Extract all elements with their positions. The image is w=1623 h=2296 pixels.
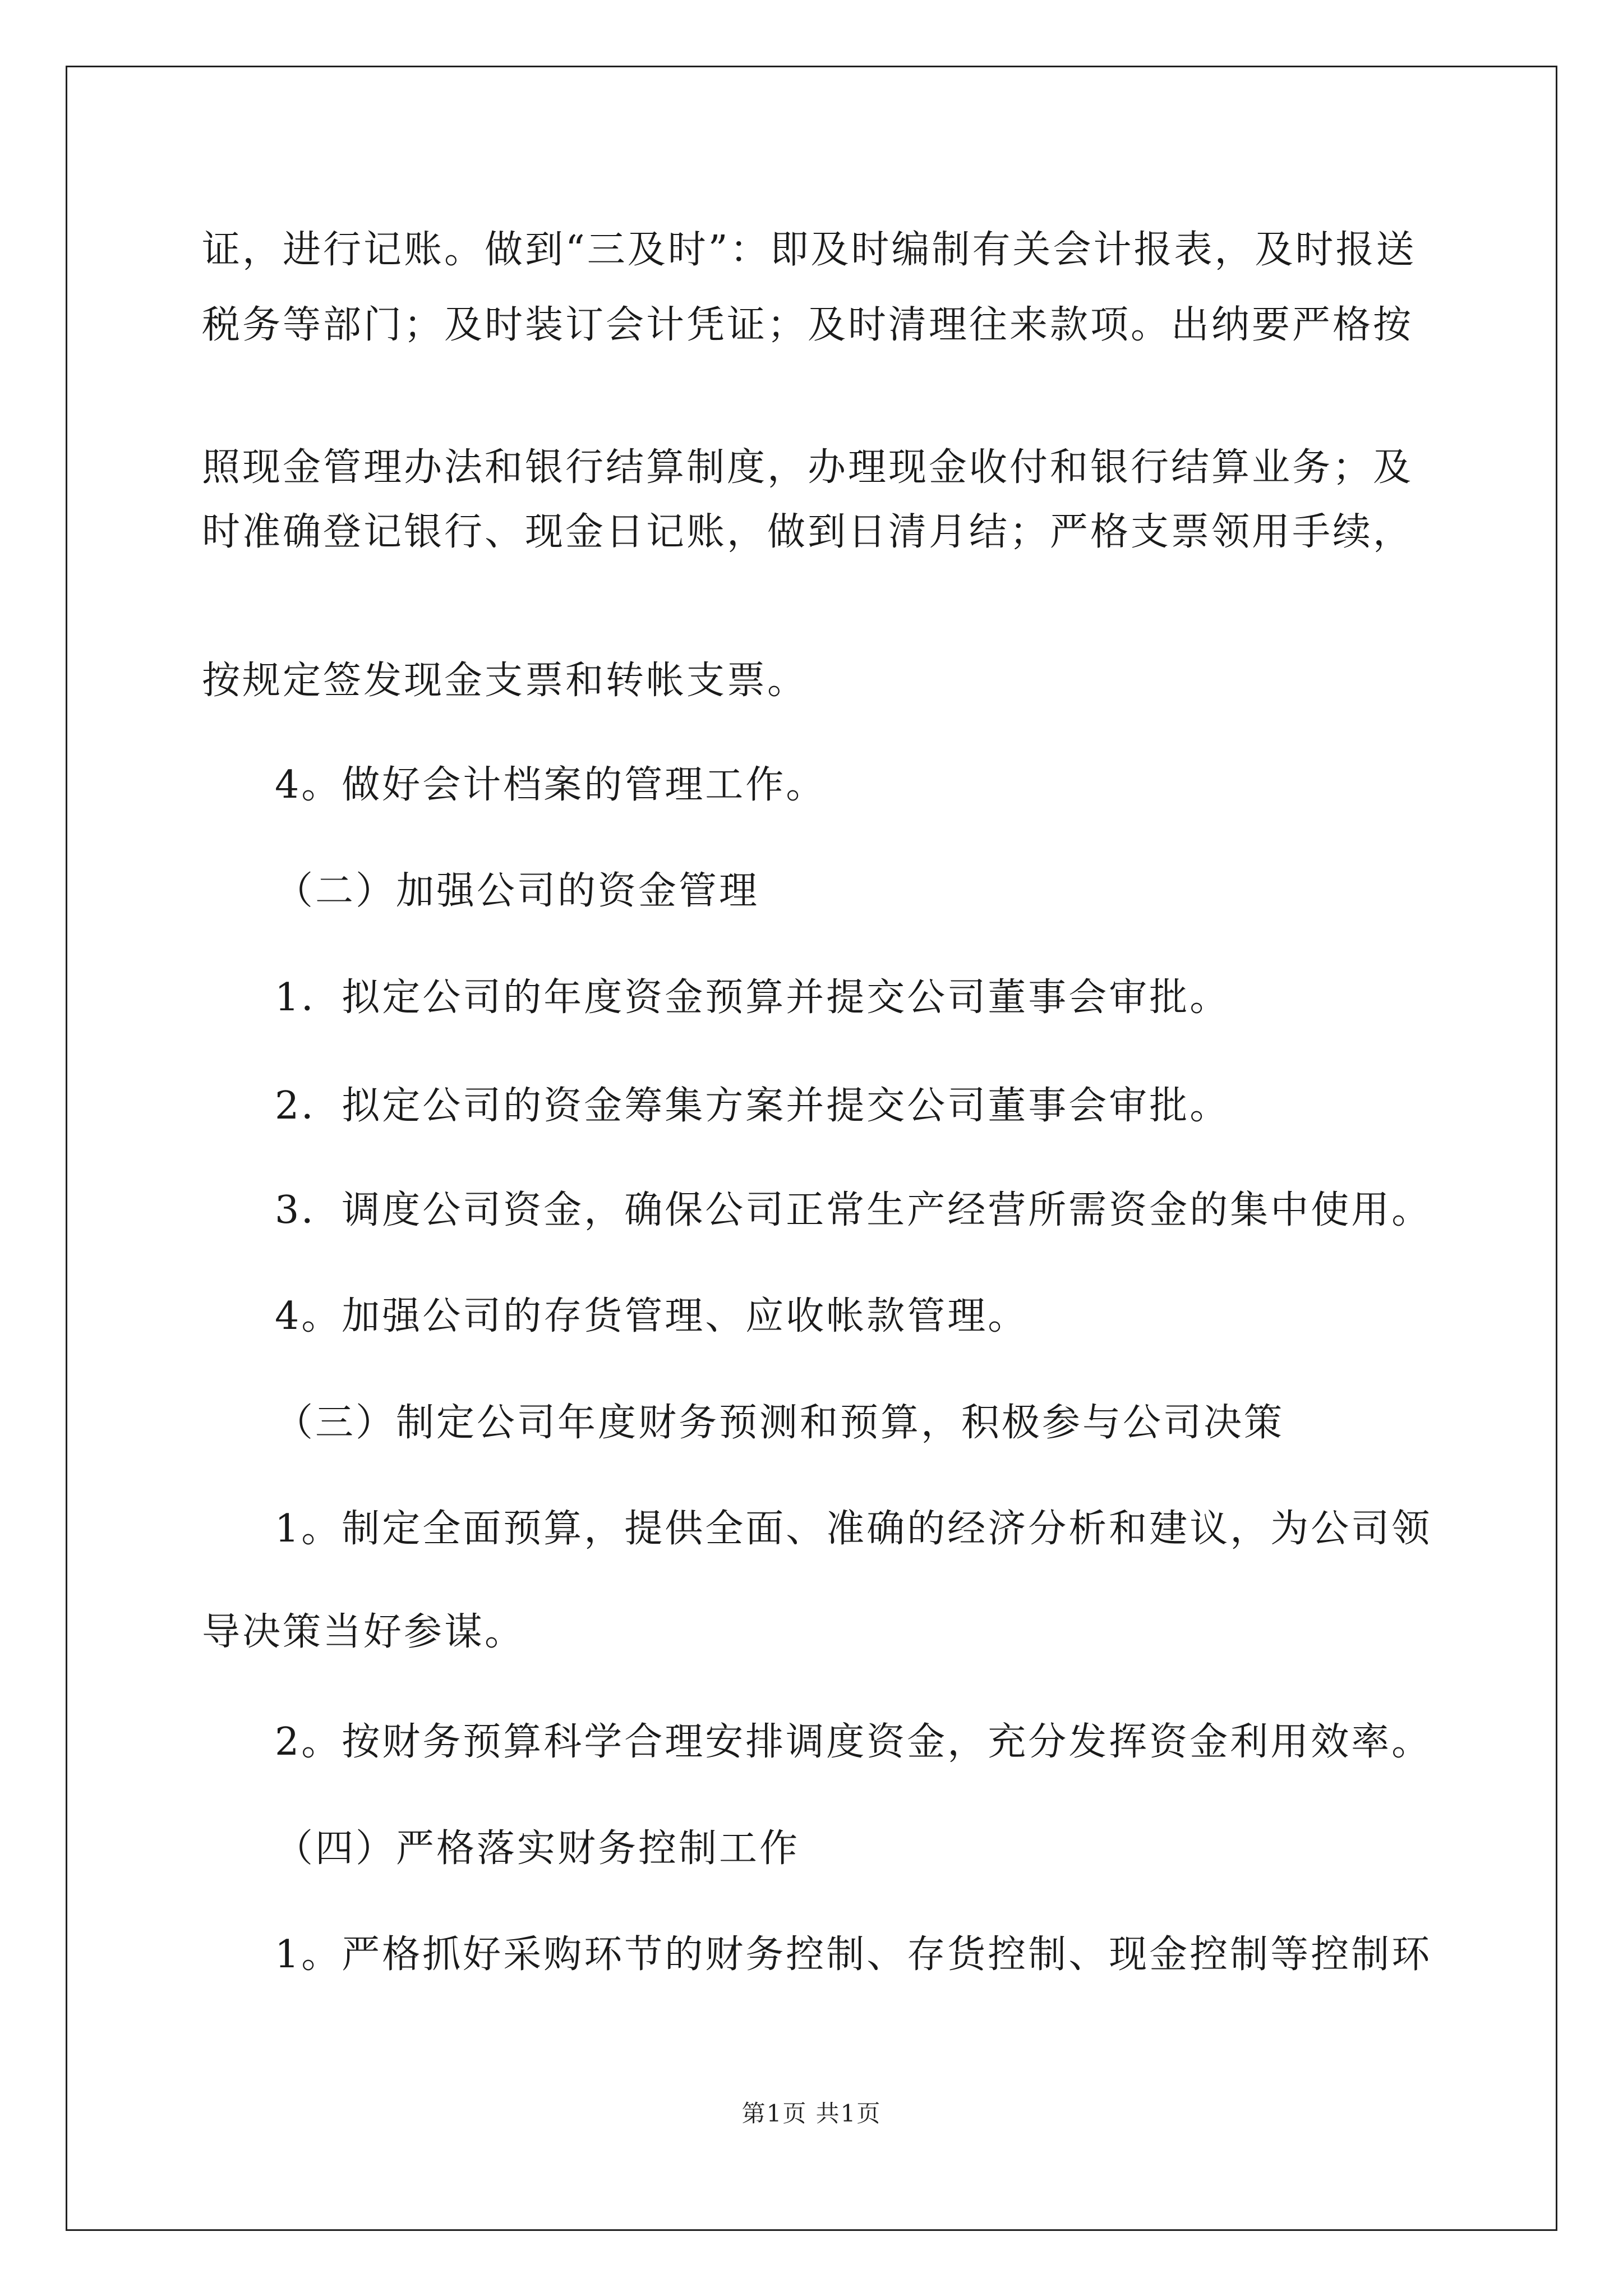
list-item: 4。做好会计档案的管理工作。 <box>275 763 827 807</box>
body-line: 按规定签发现金支票和转帐支票。 <box>202 659 808 703</box>
body-line: 导决策当好参谋。 <box>202 1610 525 1654</box>
section-heading: （二）加强公司的资金管理 <box>275 869 760 913</box>
body-line: 照现金管理办法和银行结算制度，办理现金收付和银行结算业务；及 <box>202 445 1414 490</box>
body-line: 证，进行记账。做到“三及时”：即及时编制有关会计报表，及时报送 <box>202 228 1417 272</box>
list-item: 1。严格抓好采购环节的财务控制、存货控制、现金控制等控制环 <box>275 1932 1432 1977</box>
page-border <box>66 66 1557 2231</box>
list-item: 3．调度公司资金，确保公司正常生产经营所需资金的集中使用。 <box>275 1188 1432 1232</box>
section-heading: （四）严格落实财务控制工作 <box>275 1826 800 1871</box>
page-number-footer: 第1页 共1页 <box>741 2100 882 2127</box>
list-item: 4。加强公司的存货管理、应收帐款管理。 <box>275 1294 1029 1338</box>
list-item: 1．拟定公司的年度资金预算并提交公司董事会审批。 <box>275 976 1230 1020</box>
body-line: 税务等部门；及时装订会计凭证；及时清理往来款项。出纳要严格按 <box>202 303 1414 347</box>
section-heading: （三）制定公司年度财务预测和预算，积极参与公司决策 <box>275 1401 1285 1445</box>
list-item: 1。制定全面预算，提供全面、准确的经济分析和建议，为公司领 <box>275 1507 1432 1551</box>
body-line: 时准确登记银行、现金日记账，做到日清月结；严格支票领用手续， <box>202 510 1414 554</box>
list-item: 2．拟定公司的资金筹集方案并提交公司董事会审批。 <box>275 1084 1230 1128</box>
list-item: 2。按财务预算科学合理安排调度资金，充分发挥资金利用效率。 <box>275 1720 1432 1764</box>
